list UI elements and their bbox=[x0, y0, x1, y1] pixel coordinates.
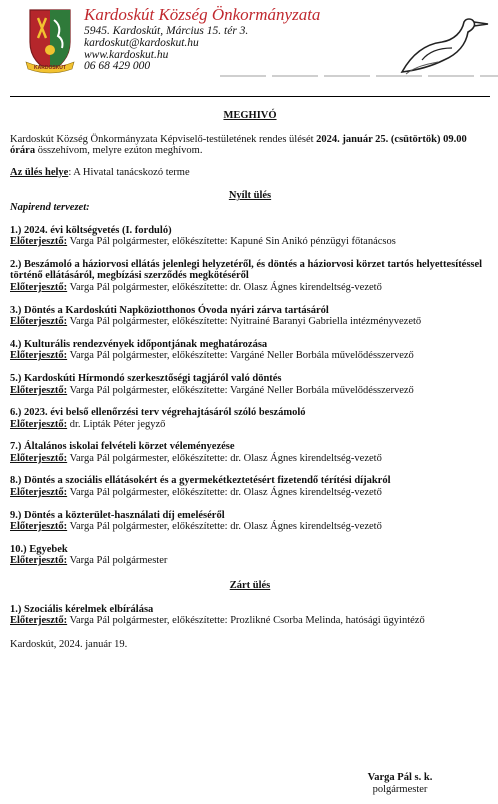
agenda-list bbox=[10, 225, 490, 567]
signature-name: Varga Pál s. k. bbox=[367, 772, 433, 783]
agenda-item: 6.) 2023. évi belső ellenőrzési terv végrehajtásáról szóló beszámoló Előterjesztő: dr. Lipták Péter jegyző bbox=[10, 407, 306, 430]
email[interactable]: kardoskut@kardoskut.hu bbox=[84, 36, 199, 49]
header-dashes bbox=[220, 75, 498, 77]
coat-of-arms-icon bbox=[24, 6, 76, 76]
closed-session-heading: Zárt ülés bbox=[229, 580, 271, 592]
letterhead bbox=[0, 0, 498, 92]
agenda-item: 5.) Kardoskúti Hírmondó szerkesztőségi tagjáról való döntés Előterjesztő: Varga Pál polgármester, előkészítette: Vargáné Neller Borbála művelődésszervező bbox=[10, 372, 414, 396]
document-heading: MEGHIVÓ bbox=[223, 110, 277, 121]
meeting-place: Az ülés helye: A Hivatal tanácskozó terme bbox=[10, 166, 190, 178]
closed-agenda-item: 1.) Szociális kérelmek elbírálása Előterjesztő: Varga Pál polgármester, előkészítette: Prozlikné Csorba Melinda, hatósági ügyintéző bbox=[10, 603, 425, 627]
place-and-date: Kardoskút, 2024. január 19. bbox=[10, 638, 128, 650]
agenda-label: Napirend tervezet: bbox=[10, 201, 90, 213]
crest-ribbon-text: KARDOSKÚT bbox=[34, 65, 66, 71]
website[interactable]: www.kardoskut.hu bbox=[84, 48, 169, 61]
phone: 06 68 429 000 bbox=[84, 60, 151, 73]
signature-block bbox=[330, 772, 470, 796]
signature-role: polgármester bbox=[372, 784, 428, 795]
org-title: Kardoskút Község Önkormányzata bbox=[84, 5, 321, 24]
agenda-item: 7.) Általános iskolai felvételi körzet véleményezése Előterjesztő: Varga Pál polgármester, előkészítette: dr. Olasz Ágnes kirendeltség-vezető bbox=[10, 441, 382, 464]
address: 5945. Kardoskút, Március 15. tér 3. bbox=[84, 25, 249, 37]
agenda-item: 10.) Egyebek Előterjesztő: Varga Pál polgármester bbox=[10, 543, 168, 567]
agenda-item: 8.) Döntés a szociális ellátásokért és a gyermekétkeztetésért fizetendő térítési díjakról Előterjesztő: Varga Pál polgármester, előkészítette: dr. Olasz Ágnes kirendeltség-vezető bbox=[10, 475, 391, 499]
agenda-item: 2.) Beszámoló a háziorvosi ellátás jelenlegi helyzetéről, és döntés a háziorvosi körzet tartós helyettesítéssel történő ellátásáról, megbízási szerződés megkötéséről Előterjesztő: Varga Pál polgármester, előkészítette: dr. Olasz Ágnes kirendeltség-vezető bbox=[10, 258, 483, 293]
open-session-heading: Nyílt ülés bbox=[228, 190, 272, 202]
agenda-item: 1.) 2024. évi költségvetés (I. forduló) Előterjesztő: Varga Pál polgármester, előkészítette: Kapuné Sin Anikó pénzügyi főtanácsos bbox=[10, 224, 396, 248]
stork-icon bbox=[392, 14, 492, 80]
invitation-body bbox=[10, 110, 490, 650]
contact-block bbox=[84, 26, 248, 73]
agenda-item: 3.) Döntés a Kardoskúti Napköziotthonos Óvoda nyári zárva tartásáról Előterjesztő: Varga Pál polgármester, előkészítette: Nyitrainé Baranyi Gabriella intézményvezető bbox=[10, 304, 422, 328]
divider bbox=[10, 96, 490, 97]
agenda-item: 4.) Kulturális rendezvények időpontjának meghatározása Előterjesztő: Varga Pál polgármester, előkészítette: Vargáné Neller Borbála művelődésszervező bbox=[10, 338, 414, 362]
intro-text: Kardoskút Község Önkormányzata Képviselő-testületének rendes ülését 2024. január 25. (csütörtök) 09.00 órára összehívom, melyre ezúton meghívom. bbox=[10, 133, 467, 157]
agenda-item: 9.) Döntés a közterület-használati díj emeléséről Előterjesztő: Varga Pál polgármester, előkészítette: dr. Olasz Ágnes kirendeltség-vezető bbox=[10, 509, 382, 533]
